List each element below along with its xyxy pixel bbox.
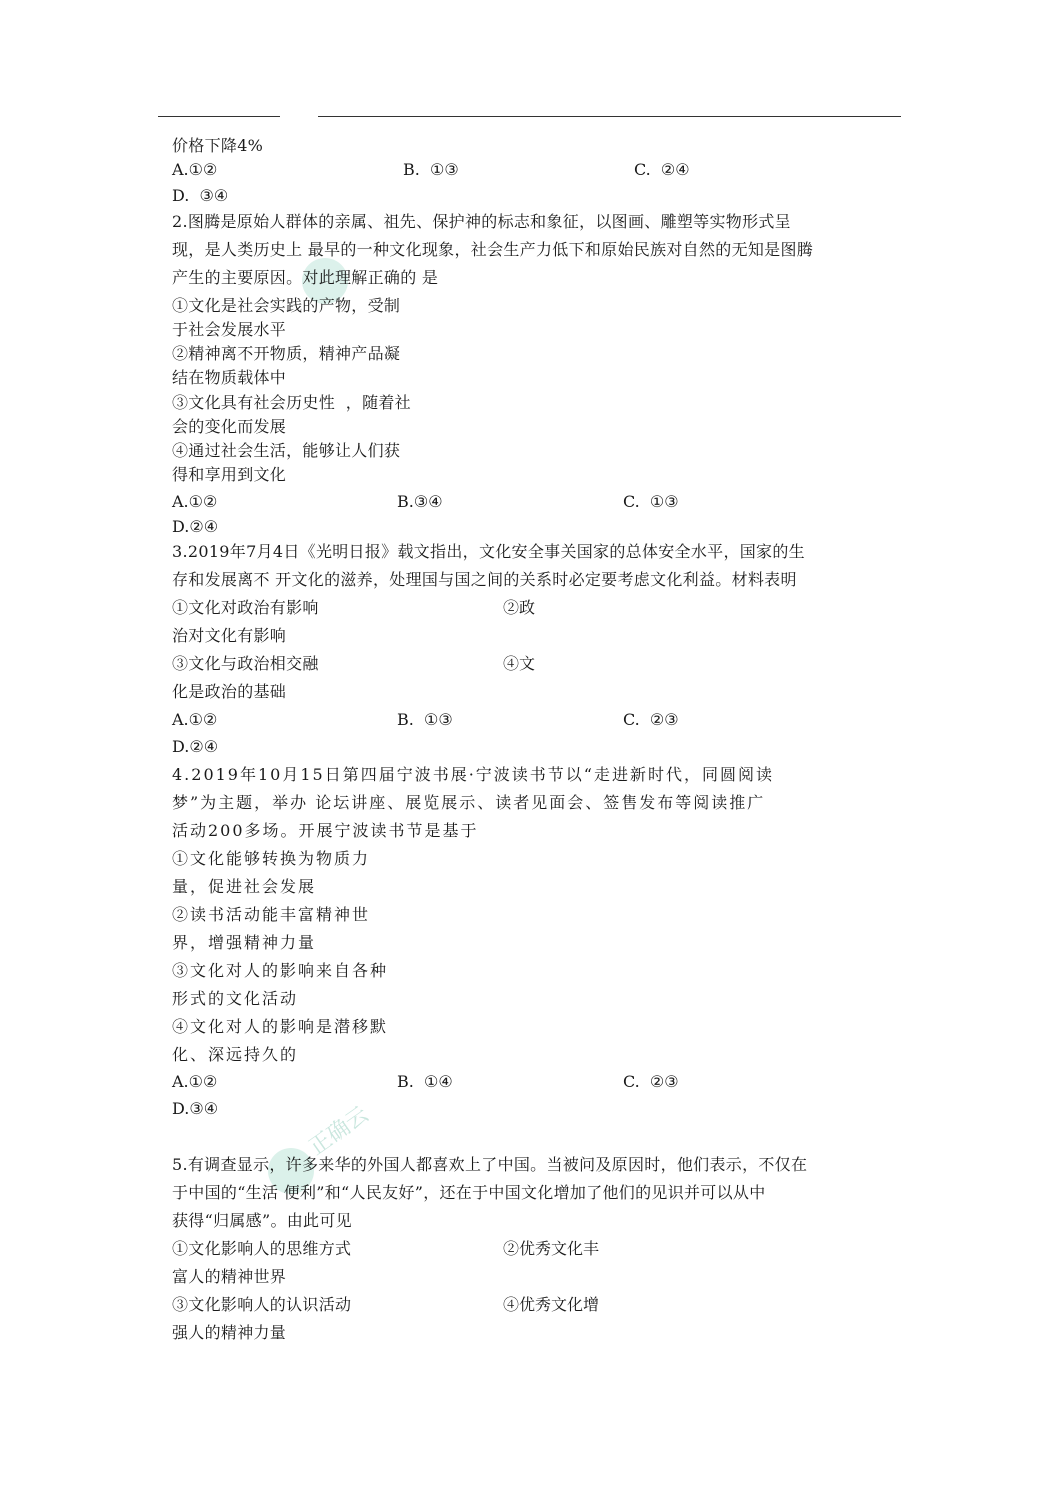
q4-item-line: ②读书活动能丰富精神世	[172, 905, 371, 924]
q4-item-line: 形式的文化活动	[172, 989, 299, 1008]
q2-option-d: D.②④	[172, 517, 219, 536]
q2-item-line: ③文化具有社会历史性 ，随着社	[172, 393, 411, 412]
q4-option-c: C. ②③	[623, 1072, 679, 1091]
q5-item-line: 富人的精神世界	[172, 1267, 287, 1286]
q5-item-line: ③文化影响人的认识活动	[172, 1295, 352, 1314]
q5-stem-line: 于中国的“生活 便利”和“人民友好”，还在于中国文化增加了他们的见识并可以从中	[172, 1183, 766, 1202]
q4-option-d: D.③④	[172, 1099, 219, 1118]
q1-option-a: A.①②	[172, 160, 218, 179]
q1-option-d: D. ③④	[172, 186, 229, 205]
q5-stem-line: 获得“归属感”。由此可见	[172, 1211, 352, 1230]
q1-option-b: B. ①③	[403, 160, 459, 179]
q5-stem-line: 5.有调查显示，许多来华的外国人都喜欢上了中国。当被问及原因时，他们表示，不仅在	[172, 1155, 808, 1174]
q4-option-a: A.①②	[172, 1072, 218, 1091]
q2-option-b: B.③④	[397, 492, 443, 511]
q3-item-line: ③文化与政治相交融	[172, 654, 319, 673]
q4-item-line: ④文化对人的影响是潜移默	[172, 1017, 389, 1036]
q2-stem-line: 现，是人类历史上 最早的一种文化现象，社会生产力低下和原始民族对自然的无知是图腾	[172, 240, 814, 259]
q4-item-line: ③文化对人的影响来自各种	[172, 961, 389, 980]
q4-stem-line: 4.2019年10月15日第四届宁波书展·宁波读书节以“走进新时代，同圆阅读	[172, 765, 774, 784]
q3-item-line: ①文化对政治有影响	[172, 598, 319, 617]
q5-item-right: ②优秀文化丰	[503, 1239, 600, 1258]
watermark-text: 正确云	[304, 1102, 374, 1161]
q2-stem-line: 2.图腾是原始人群体的亲属、祖先、保护神的标志和象征，以图画、雕塑等实物形式呈	[172, 212, 791, 231]
q2-option-c: C. ①③	[623, 492, 679, 511]
q3-stem-line: 存和发展离不 开文化的滋养，处理国与国之间的关系时必定要考虑文化利益。材料表明	[172, 570, 797, 589]
q3-option-d: D.②④	[172, 737, 219, 756]
q3-item-line: 治对文化有影响	[172, 626, 287, 645]
q4-item-line: ①文化能够转换为物质力	[172, 849, 371, 868]
q3-item-right: ④文	[503, 654, 536, 673]
q3-option-b: B. ①③	[397, 710, 453, 729]
q4-option-b: B. ①④	[397, 1072, 453, 1091]
q5-item-line: ①文化影响人的思维方式	[172, 1239, 352, 1258]
q3-item-right: ②政	[503, 598, 536, 617]
q2-item-line: 会的变化而发展	[172, 417, 287, 436]
q4-stem-line: 梦”为主题，举办 论坛讲座、展览展示、读者见面会、签售发布等阅读推广	[172, 793, 766, 812]
q5-item-right: ④优秀文化增	[503, 1295, 600, 1314]
header-rule-right	[318, 116, 901, 117]
q5-item-line: 强人的精神力量	[172, 1323, 287, 1342]
q2-stem-line: 产生的主要原因。对此理解正确的 是	[172, 268, 439, 287]
q2-option-a: A.①②	[172, 492, 218, 511]
q2-item-line: 结在物质载体中	[172, 368, 287, 387]
q4-stem-line: 活动200多场。开展宁波读书节是基于	[172, 821, 479, 840]
q4-item-line: 界，增强精神力量	[172, 933, 317, 952]
q1-option-c: C. ②④	[634, 160, 690, 179]
q2-item-line: ②精神离不开物质，精神产品凝	[172, 344, 401, 363]
q2-item-line: ④通过社会生活，能够让人们获	[172, 441, 401, 460]
q3-option-a: A.①②	[172, 710, 218, 729]
q2-item-line: 得和享用到文化	[172, 465, 287, 484]
q3-option-c: C. ②③	[623, 710, 679, 729]
q2-item-line: ①文化是社会实践的产物，受制	[172, 296, 401, 315]
q2-item-line: 于社会发展水平	[172, 320, 287, 339]
header-rule-left	[158, 116, 280, 117]
q1-tail-line: 价格下降4%	[172, 136, 264, 155]
q3-stem-line: 3.2019年7月4日《光明日报》载文指出，文化安全事关国家的总体安全水平，国家的生	[172, 542, 805, 561]
q4-item-line: 化、深远持久的	[172, 1045, 299, 1064]
q3-item-line: 化是政治的基础	[172, 682, 287, 701]
q4-item-line: 量，促进社会发展	[172, 877, 317, 896]
